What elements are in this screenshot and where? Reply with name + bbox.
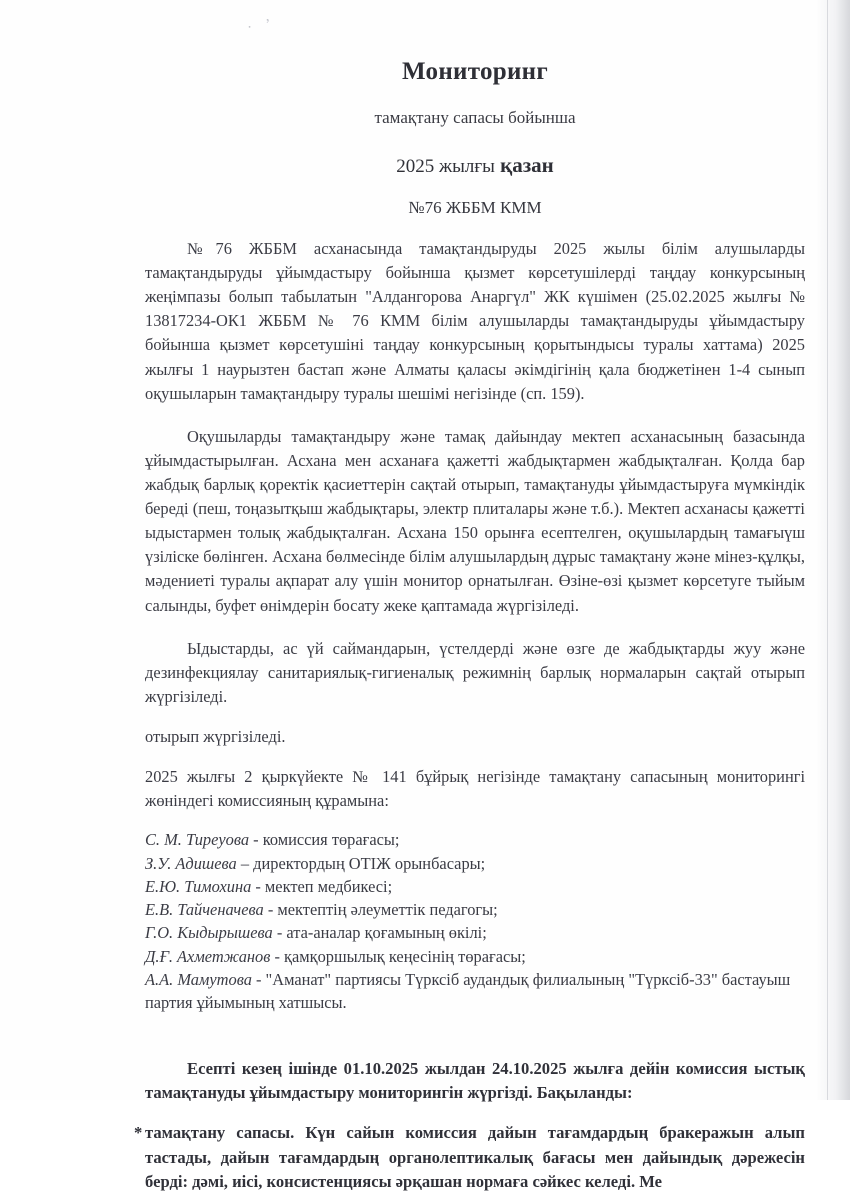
member-name: Д.Ғ. Ахметжанов [145, 946, 271, 966]
list-item [145, 921, 805, 944]
commission-members-list [145, 828, 805, 1014]
member-name: Г.О. Кыдырышева [145, 923, 273, 943]
list-item [145, 828, 805, 851]
scan-artifact-speck: · ʼ [246, 15, 277, 37]
document-title: Мониторинг [401, 58, 549, 85]
member-role: - ата-аналар қоғамының өкілі; [272, 923, 487, 943]
member-role: - комиссия төрағасы; [249, 830, 400, 850]
period-year: 2025 жылғы [396, 156, 495, 177]
commission-intro-paragraph: 2025 жылғы 2 қыркүйекте № 141 бұйрық негізінде тамақтану сапасының мониторингі жөніндегі комиссияның құрамына: [145, 767, 805, 811]
page-edge-line [827, 0, 828, 1100]
body-paragraph-2: Оқушыларды тамақтандыру және тамақ дайындау мектеп асханасының базасында ұйымдастырылған. Асхана мен асханаға қажетті жабдықтармен жабдықталған. Қолда бар жабдық барлық қоректік қасиеттерін сақтай отырып, тамақтануды ұйымдастыруға мүмкіндік береді (пеш, тоңазытқыш жабдықтары, электр плиталары және т.б.). Мектеп асханасы қажетті ыдыстармен толық жабдықталған. Асхана 150 орынға есептелген, оқушылардың тамағыүш үзіліске бөлінген. Асхана бөлмесінде білім алушылардың дұрыс тамақтану және мінез-құлқы, мәдениеті туралы ақпарат алу үшін монитор орнатылған. Өзіне-өзі қызмет көрсетуге тыйым салынды, буфет өнімдерін босату жеке қаптамада жүргізіледі. [145, 426, 805, 615]
list-item [145, 945, 805, 968]
asterisk-marker: * [134, 1123, 143, 1143]
list-item [145, 875, 805, 898]
member-role: - мектептің әлеуметтік педагогы; [263, 900, 498, 920]
document-period [145, 153, 805, 178]
document-subtitle: тамақтану сапасы бойынша [374, 108, 576, 127]
member-role: - мектеп медбикесі; [251, 876, 393, 896]
member-role: - қамқоршылық кеңесінің төрағасы; [270, 946, 526, 966]
reporting-period-paragraph: Есепті кезең ішінде 01.10.2025 жылдан 24.10.2025 жылға дейін комиссия ыстық тамақтануды ұйымдастыру мониторингін жүргізді. Бақыланды: [145, 1058, 805, 1103]
member-name: Е.Ю. Тимохина [145, 876, 252, 896]
period-month: қазан [500, 153, 554, 177]
member-role: - "Аманат" партиясы Түрксіб аудандық филиалының "Түрксіб-33" бастауыш партия ұйымының хатшысы. [145, 970, 791, 1013]
criteria-paragraph [134, 1121, 805, 1194]
list-item [145, 968, 805, 1015]
criteria-text: тамақтану сапасы. Күн сайын комиссия дайын тағамдардың бракеражын алып тастады, дайын тағамдардың органолептикалық бағасы мен дайындық дәрежесін берді: дәмі, иісі, консистенциясы әрқашан нормаға сәйкес келеді. Ме [145, 1123, 805, 1192]
member-role: – директордың ОТІЖ орынбасары; [236, 853, 486, 873]
document-organization: №76 ЖББМ КММ [408, 198, 542, 217]
body-paragraph-4: отырып жүргізіледі. [145, 726, 286, 746]
member-name: З.У. Адишева [145, 853, 237, 873]
list-item [145, 898, 805, 921]
member-name: С. М. Тиреуова [145, 830, 250, 850]
member-name: Е.В. Тайченачева [145, 900, 264, 920]
list-item [145, 852, 805, 875]
document-content [134, 0, 805, 1195]
body-paragraph-1: №76 ЖББМ асханасында тамақтандыруды 2025 жылы білім алушыларды тамақтандыруды ұйымдастыру бойынша қызмет көрсетушілерді таңдау конкурсының жеңімпазы болып табылатын "Алдангорова Анаргүл" ЖК күшімен (25.02.2025 жылғы № 13817234-ОК1 ЖББМ № 76 КММ білім алушыларды тамақтандыруды ұйымдастыру бойынша қызмет көрсетушіні таңдау конкурсының қорытындысы туралы хаттама) 2025 жылғы 1 наурызтен бастап және Алматы қаласы әкімдігінің қала бюджетінен 1-4 сынып оқушыларын тамақтандыру туралы шешімі негізінде (сп. 159). [145, 239, 805, 403]
page-edge-shadow [816, 0, 850, 1100]
body-paragraph-3: Ыдыстарды, ас үй саймандарын, үстелдерді және өзге де жабдықтарды жуу және дезинфекциялау санитариялық-гигиеналық режимнің барлық нормаларын сақтай отырып жүргізіледі. [145, 638, 805, 706]
member-name: А.А. Мамутова [145, 970, 252, 990]
